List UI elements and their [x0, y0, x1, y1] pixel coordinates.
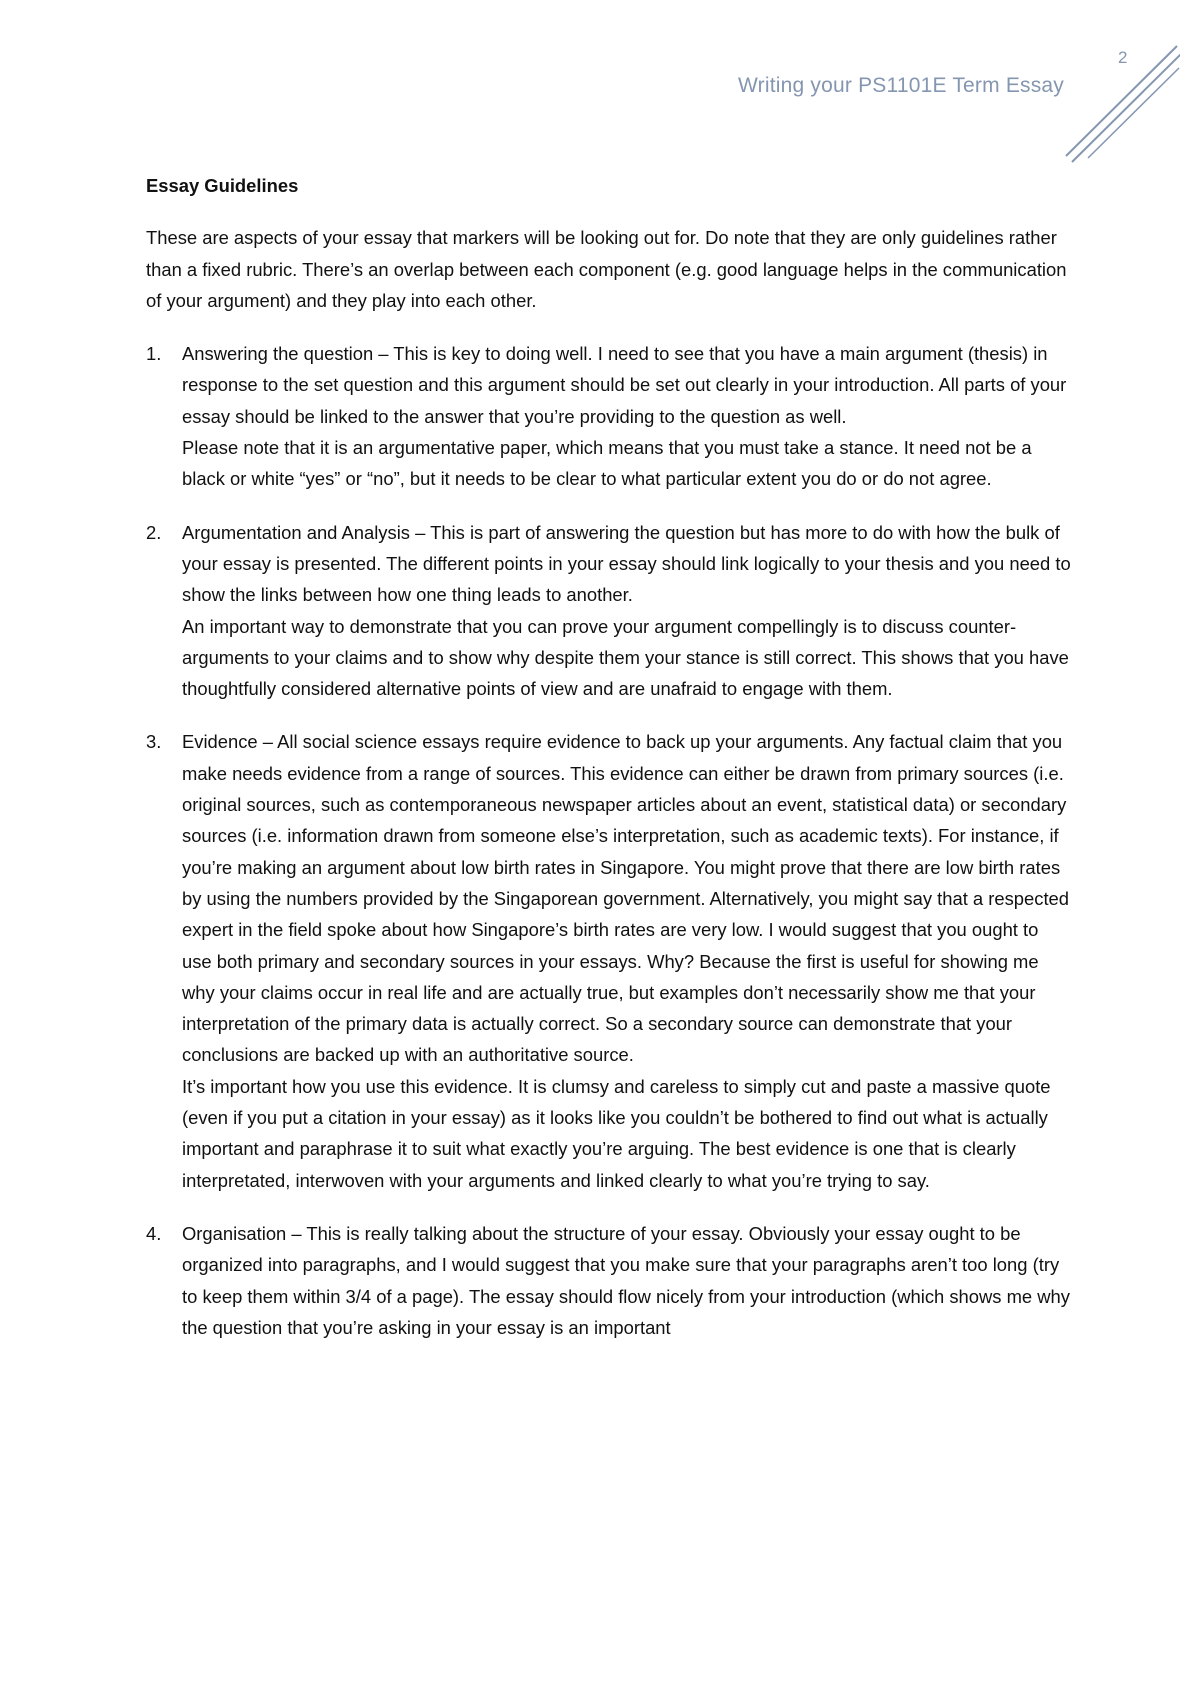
- list-item-number: 3.: [146, 731, 162, 753]
- list-item-paragraph: It’s important how you use this evidence. It is clumsy and careless to simply cut and paste a massive quote (even if you put a citation in your essay) as it looks like you couldn’t be bothered to find out what is actually important and paraphrase it to suit what exactly you’re arguing. The best evidence is one that is clearly interpretated, interwoven with your arguments and linked clearly to what you’re trying to say.: [182, 1075, 1051, 1191]
- page-number: 2: [1118, 48, 1128, 67]
- header-title: Writing your PS1101E Term Essay: [738, 74, 1064, 97]
- list-item-paragraph: Argumentation and Analysis – This is part of answering the question but has more to do with how the bulk of your essay is presented. The different points in your essay should link logically to your thesis and you need to show the links between how one thing leads to another.: [182, 521, 1071, 606]
- list-item-paragraph: Organisation – This is really talking about the structure of your essay. Obviously your essay ought to be organized into paragraphs, and I would suggest that you make sure that your paragraphs aren’t too long (try to keep them within 3/4 of a page). The essay should flow nicely from your introduction (which shows me why the question that you’re asking in your essay is an important: [182, 1222, 1070, 1338]
- header-decoration-lines: [1050, 38, 1180, 168]
- section-heading: Essay Guidelines: [146, 175, 299, 196]
- document-body: [146, 170, 1071, 1365]
- guidelines-list: [146, 338, 1071, 1343]
- list-item-paragraph: An important way to demonstrate that you can prove your argument compellingly is to discuss counter-arguments to your claims and to show why despite them your stance is still correct. This shows that you have thoughtfully considered alternative points of view and are unafraid to engage with them.: [182, 615, 1069, 700]
- list-item-paragraph: Please note that it is an argumentative paper, which means that you must take a stance. It need not be a black or white “yes” or “no”, but it needs to be clear to what particular extent you do or do not agree.: [182, 437, 1032, 490]
- list-item: [146, 726, 1071, 1195]
- list-item-number: 1.: [146, 343, 162, 365]
- list-item-paragraph: Answering the question – This is key to doing well. I need to see that you have a main argument (thesis) in response to the set question and this argument should be set out clearly in your introduction. All parts of your essay should be linked to the answer that you’re providing to the question as well.: [182, 343, 1067, 427]
- list-item: [146, 1218, 1071, 1343]
- intro-paragraph: These are aspects of your essay that markers will be looking out for. Do note that they are only guidelines rather than a fixed rubric. There’s an overlap between each component (e.g. good language helps in the communication of your argument) and they play into each other.: [146, 227, 1067, 311]
- list-item: [146, 338, 1071, 494]
- list-item-number: 2.: [146, 521, 162, 543]
- list-item-number: 4.: [146, 1222, 162, 1244]
- list-item-paragraph: Evidence – All social science essays require evidence to back up your arguments. Any factual claim that you make needs evidence from a range of sources. This evidence can either be drawn from primary sources (i.e. original sources, such as contemporaneous newspaper articles about an event, statistical data) or secondary sources (i.e. information drawn from someone else’s interpretation, such as academic texts). For instance, if you’re making an argument about low birth rates in Singapore. You might prove that there are low birth rates by using the numbers provided by the Singaporean government. Alternatively, you might say that a respected expert in the field spoke about how Singapore’s birth rates are very low. I would suggest that you ought to use both primary and secondary sources in your essays. Why? Because the first is useful for showing me why your claims occur in real life and are actually true, but examples don’t necessarily show me that your interpretation of the primary data is actually correct. So a secondary source can demonstrate that your conclusions are backed up with an authoritative source.: [182, 731, 1070, 1066]
- list-item: [146, 517, 1071, 705]
